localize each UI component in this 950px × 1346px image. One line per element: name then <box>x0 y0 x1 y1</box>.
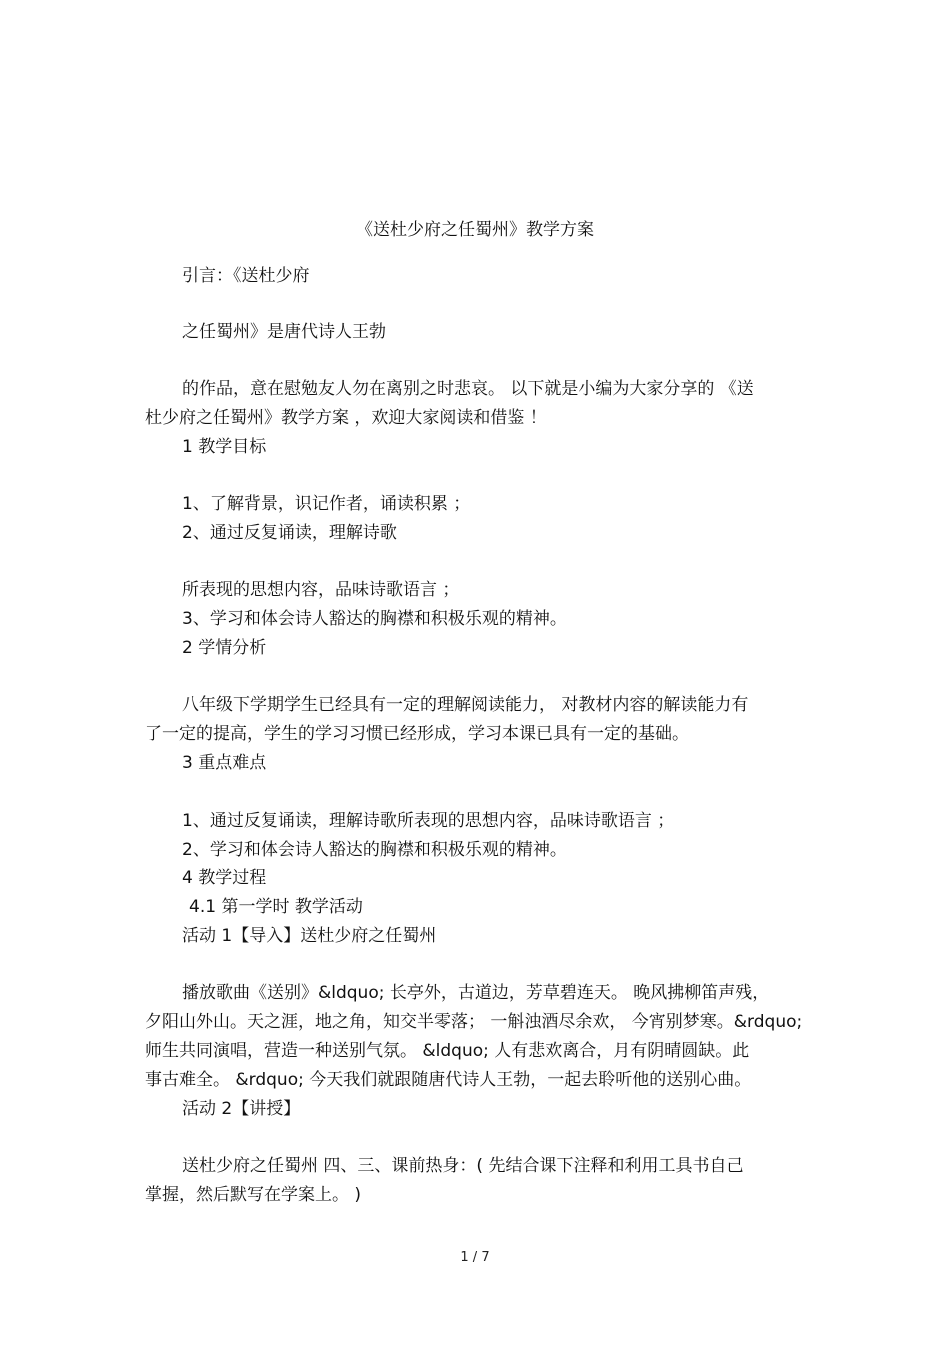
activity1-line-4: 事古难全。 &rdquo; 今天我们就跟随唐代诗人王勃，一起去聆听他的送别心曲。 <box>145 1070 752 1090</box>
goal-item-2-cont: 所表现的思想内容，品味诗歌语言 ； <box>182 580 460 600</box>
analysis-line-2: 了一定的提高，学生的学习习惯已经形成，学习本课已具有一定的基础。 <box>145 724 689 744</box>
keypoint-item-1: 1、通过反复诵读，理解诗歌所表现的思想内容，品味诗歌语言 ； <box>182 811 675 831</box>
activity1-line-3: 师生共同演唱，营造一种送别气氛。 &ldquo; 人有悲欢离合，月有阴晴圆缺。此 <box>145 1041 750 1061</box>
goal-item-2: 2、通过反复诵读，理解诗歌 <box>182 523 397 543</box>
intro-line-2: 之任蜀州》是唐代诗人王勃 <box>182 322 386 342</box>
intro-line-3: 的作品，意在慰勉友人勿在离别之时悲哀。 以下就是小编为大家分享的 《送 <box>182 379 754 399</box>
activity1-line-1: 播放歌曲《送别》&ldquo; 长亭外，古道边，芳草碧连天。 晚风拂柳笛声残， <box>182 983 770 1003</box>
activity-heading-2: 活动 2【讲授】 <box>182 1099 301 1119</box>
activity-heading-1: 活动 1【导入】送杜少府之任蜀州 <box>182 926 437 946</box>
keypoint-item-2: 2、学习和体会诗人豁达的胸襟和积极乐观的精神。 <box>182 840 567 860</box>
activity1-line-2: 夕阳山外山。天之涯，地之角，知交半零落； 一斛浊酒尽余欢， 今宵别梦寒。&rdquo; <box>145 1012 803 1032</box>
section-heading-goals: 1 教学目标 <box>182 437 267 457</box>
analysis-line-1: 八年级下学期学生已经具有一定的理解阅读能力， 对教材内容的解读能力有 <box>182 695 749 715</box>
goal-item-3: 3、学习和体会诗人豁达的胸襟和积极乐观的精神。 <box>182 609 567 629</box>
intro-line-1: 引言：《送杜少府 <box>182 266 310 286</box>
goal-item-1: 1、了解背景，识记作者，诵读积累 ； <box>182 494 471 514</box>
page-number: 1 / 7 <box>460 1250 490 1265</box>
section-heading-keypoints: 3 重点难点 <box>182 753 267 773</box>
section-heading-analysis: 2 学情分析 <box>182 638 267 658</box>
activity2-line-2: 掌握，然后默写在学案上。 ) <box>145 1185 362 1205</box>
activity2-line-1: 送杜少府之任蜀州 四、三、课前热身：( 先结合课下注释和利用工具书自己 <box>182 1156 744 1176</box>
intro-line-4: 杜少府之任蜀州》教学方案 ，欢迎大家阅读和借鉴 ！ <box>145 408 547 428</box>
document-title: 《送杜少府之任蜀州》教学方案 <box>356 220 594 240</box>
subsection-heading-lesson1: 4.1 第一学时 教学活动 <box>189 897 363 917</box>
section-heading-process: 4 教学过程 <box>182 868 267 888</box>
